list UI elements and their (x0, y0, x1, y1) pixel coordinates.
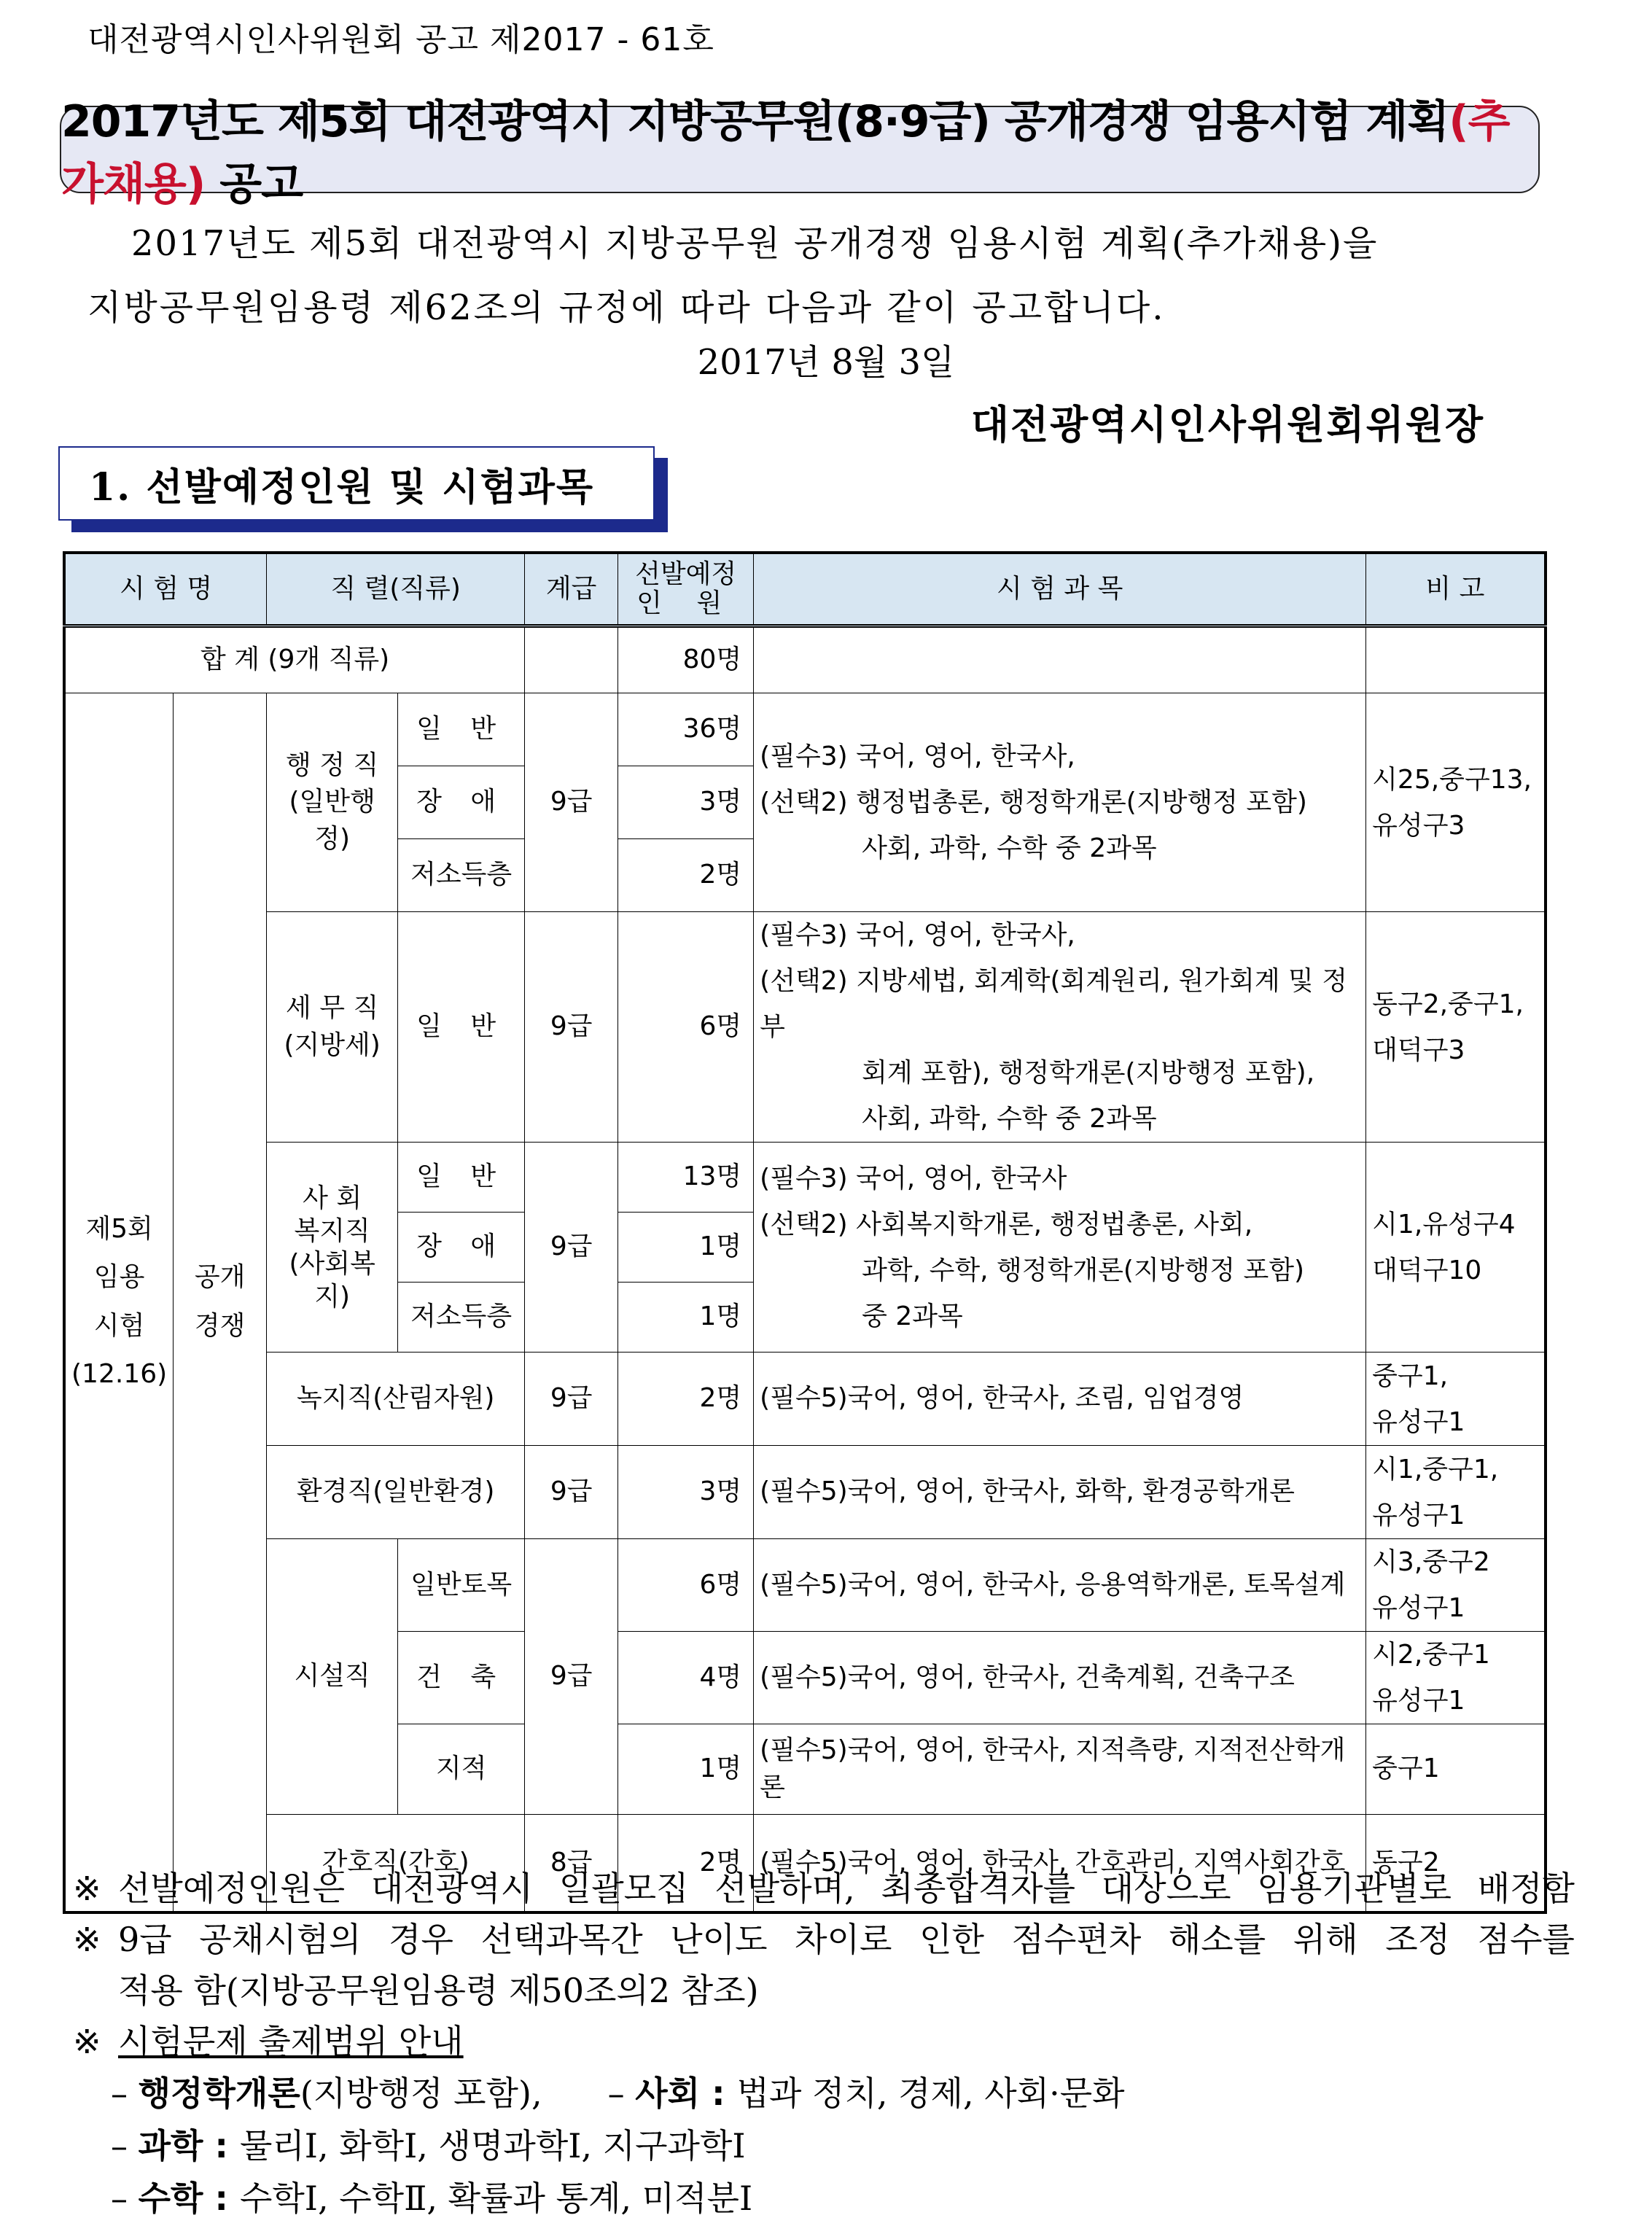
facility-remark-arch-2: 유성구1 (1372, 1686, 1465, 1716)
announce-date: 2017년 8월 3일 (697, 342, 955, 383)
tax-remarks (1366, 912, 1546, 1143)
admin-remark-1: 시25,중구13, (1372, 764, 1532, 795)
exam-name-line2: 임용 (93, 1262, 145, 1293)
admin-grade: 9급 (525, 693, 618, 912)
admin-count-disabled: 3명 (618, 766, 754, 839)
note-3 (73, 2016, 1575, 2067)
title-main: 2017년도 제5회 대전광역시 지방공무원(8·9급) 공개경쟁 임용시험 계획 (61, 96, 1449, 147)
exam-name-cell (64, 693, 174, 1912)
facility-type-civil: 일반토목 (398, 1539, 525, 1632)
total-subjects (754, 626, 1366, 693)
section-heading-text: 1. 선발예정인원 및 시험과목 (89, 464, 595, 510)
admin-series-cell (267, 693, 398, 912)
table-row (64, 912, 1546, 1143)
nursing-count: 2명 (618, 1815, 754, 1912)
admin-type-general: 일 반 (398, 693, 525, 766)
tax-count: 6명 (618, 912, 754, 1143)
welfare-remark-1: 시1,유성구4 (1372, 1209, 1516, 1239)
welfare-count-lowincome: 1명 (618, 1283, 754, 1353)
exam-type-line2: 경쟁 (194, 1310, 246, 1341)
env-remark-2: 유성구1 (1372, 1500, 1465, 1530)
exam-type-line1: 공개 (194, 1262, 246, 1293)
forest-grade: 9급 (525, 1353, 618, 1446)
admin-subname: (일반행정) (289, 787, 375, 854)
header-subjects: 시 험 과 목 (754, 553, 1366, 626)
dash-mark: – (111, 2074, 139, 2113)
admin-name: 행 정 직 (286, 750, 379, 780)
exam-type-cell (174, 693, 267, 1912)
facility-remark-civil-1: 시3,중구2 (1372, 1547, 1490, 1577)
facility-remarks-civil (1366, 1539, 1546, 1632)
welfare-series-cell (267, 1143, 398, 1353)
intro-paragraph (87, 211, 1538, 340)
welfare-type-general: 일 반 (398, 1143, 525, 1213)
welfare-remark-2: 대덕구10 (1372, 1255, 1482, 1285)
colon: : (203, 2126, 240, 2165)
nursing-subjects: (필수5)국어, 영어, 한국사, 간호관리, 지역사회간호 (754, 1815, 1366, 1912)
facility-grade: 9급 (525, 1539, 618, 1815)
recruitment-table (63, 551, 1547, 1914)
env-subjects: (필수5)국어, 영어, 한국사, 화학, 환경공학개론 (754, 1446, 1366, 1539)
dash-mark: – (111, 2126, 139, 2165)
header-quota-line2: 인 원 (636, 588, 736, 618)
nursing-grade: 8급 (525, 1815, 618, 1912)
admin-remark-2: 유성구3 (1372, 810, 1465, 841)
tax-remark-2: 대덕구3 (1372, 1035, 1465, 1065)
forest-series: 녹지직(산림자원) (267, 1353, 525, 1446)
scope-math-text: 수학Ⅰ, 수학Ⅱ, 확률과 통계, 미적분Ⅰ (239, 2179, 753, 2218)
tax-subj-1: (필수3) 국어, 영어, 한국사, (760, 920, 1075, 950)
dash-mark: – (111, 2179, 139, 2218)
facility-type-arch: 건 축 (398, 1632, 525, 1724)
scope-social-label: 사회 (635, 2074, 701, 2113)
header-quota (618, 553, 754, 626)
facility-count-arch: 4명 (618, 1632, 754, 1724)
notes-section (73, 1863, 1575, 2225)
welfare-subj-3: 과학, 수학, 행정학개론(지방행정 포함) (862, 1255, 1305, 1285)
note-2-text: 9급 공채시험의 경우 선택과목간 난이도 차이로 인한 점수편차 해소를 위해 조정 점수를 (118, 1920, 1575, 1959)
note-3-text: 시험문제 출제범위 안내 (118, 2022, 464, 2061)
tax-subname: (지방세) (284, 1030, 381, 1060)
scope-line-1 (73, 2067, 1575, 2120)
welfare-subj-1: (필수3) 국어, 영어, 한국사 (760, 1163, 1067, 1194)
admin-subj-3: 사회, 과학, 수학 중 2과목 (862, 833, 1157, 863)
facility-remarks-cadastral: 중구1 (1366, 1724, 1546, 1815)
facility-subjects-cadastral: (필수5)국어, 영어, 한국사, 지적측량, 지적전산학개론 (754, 1724, 1366, 1815)
admin-remarks (1366, 693, 1546, 912)
welfare-subj-2: (선택2) 사회복지학개론, 행정법총론, 사회, (760, 1209, 1253, 1239)
tax-type: 일 반 (398, 912, 525, 1143)
facility-remark-arch-1: 시2,중구1 (1372, 1640, 1490, 1670)
note-mark: ※ (73, 2022, 101, 2061)
tax-subj-2: (선택2) 지방세법, 회계학(회계원리, 원가회계 및 정부 (760, 966, 1348, 1042)
facility-remarks-arch (1366, 1632, 1546, 1724)
tax-grade: 9급 (525, 912, 618, 1143)
facility-type-cadastral: 지적 (398, 1724, 525, 1815)
note-1 (73, 1863, 1575, 1914)
table-row (64, 1446, 1546, 1539)
env-count: 3명 (618, 1446, 754, 1539)
tax-remark-1: 동구2,중구1, (1372, 989, 1524, 1019)
table-header-row (64, 553, 1546, 626)
env-remarks (1366, 1446, 1546, 1539)
welfare-type-lowincome: 저소득층 (398, 1283, 525, 1353)
facility-remark-civil-2: 유성구1 (1372, 1593, 1465, 1623)
total-label: 합 계 (9개 직류) (64, 626, 525, 693)
intro-line-2: 지방공무원임용령 제62조의 규정에 따라 다음과 같이 공고합니다. (87, 287, 1166, 328)
title-highlight: (추가채용) (61, 96, 1510, 210)
tax-subj-4: 사회, 과학, 수학 중 2과목 (862, 1104, 1157, 1134)
scope-admin-label: 행정학개론 (138, 2074, 300, 2113)
env-remark-1: 시1,중구1, (1372, 1454, 1499, 1484)
nursing-series: 간호직(간호) (267, 1815, 525, 1912)
exam-name-line4: (12.16) (71, 1359, 168, 1390)
note-2 (73, 1914, 1575, 1965)
welfare-type-disabled: 장 애 (398, 1213, 525, 1283)
table-row (64, 1539, 1546, 1632)
tax-series-cell (267, 912, 398, 1143)
welfare-remarks (1366, 1143, 1546, 1353)
welfare-subj-4: 중 2과목 (862, 1301, 963, 1331)
forest-remark-2: 유성구1 (1372, 1406, 1465, 1437)
note-mark: ※ (73, 1920, 101, 1959)
tax-name: 세 무 직 (286, 993, 379, 1024)
env-series: 환경직(일반환경) (267, 1446, 525, 1539)
admin-subj-2: (선택2) 행정법총론, 행정학개론(지방행정 포함) (760, 787, 1307, 817)
total-grade (525, 626, 618, 693)
table-row (64, 693, 1546, 766)
welfare-subjects (754, 1143, 1366, 1353)
welfare-name: 사 회 (303, 1183, 362, 1213)
dash-mark: – (607, 2074, 636, 2113)
admin-subj-1: (필수3) 국어, 영어, 한국사, (760, 742, 1075, 771)
admin-subjects (754, 693, 1366, 912)
document-title (61, 87, 1538, 212)
section-heading (58, 446, 655, 521)
scope-admin-text: (지방행정 포함), (300, 2074, 542, 2113)
scope-science-label: 과학 (138, 2126, 203, 2165)
note-mark: ※ (73, 1869, 101, 1908)
facility-subjects-arch: (필수5)국어, 영어, 한국사, 건축계획, 건축구조 (754, 1632, 1366, 1724)
scope-math-label: 수학 (138, 2179, 203, 2218)
admin-count-general: 36명 (618, 693, 754, 766)
forest-remarks (1366, 1353, 1546, 1446)
header-exam: 시 험 명 (64, 553, 267, 626)
forest-remark-1: 중구1, (1372, 1361, 1449, 1391)
tax-subjects (754, 912, 1366, 1143)
exam-name-line1: 제5회 (85, 1213, 153, 1244)
table-row (64, 1353, 1546, 1446)
scope-science-text: 물리Ⅰ, 화학Ⅰ, 생명과학Ⅰ, 지구과학Ⅰ (239, 2126, 746, 2165)
forest-subjects: (필수5)국어, 영어, 한국사, 조림, 임업경영 (754, 1353, 1366, 1446)
welfare-count-disabled: 1명 (618, 1213, 754, 1283)
intro-line-1: 2017년도 제5회 대전광역시 지방공무원 공개경쟁 임용시험 계획(추가채용)을 (131, 223, 1379, 264)
tax-subj-3: 회계 포함), 행정학개론(지방행정 포함), (862, 1058, 1315, 1088)
facility-count-civil: 6명 (618, 1539, 754, 1632)
document-title-box (60, 96, 1540, 210)
welfare-name-2: 복지직 (294, 1215, 370, 1246)
nursing-remarks: 동구2 (1366, 1815, 1546, 1912)
colon: : (203, 2179, 240, 2218)
facility-count-cadastral: 1명 (618, 1724, 754, 1815)
welfare-grade: 9급 (525, 1143, 618, 1353)
welfare-subname: (사회복지) (289, 1248, 375, 1312)
admin-count-lowincome: 2명 (618, 839, 754, 912)
header-quota-line1: 선발예정 (635, 559, 737, 590)
colon: : (700, 2074, 737, 2113)
scope-line-2 (73, 2120, 1575, 2172)
note-2-continued: 적용 함(지방공무원임용령 제50조의2 참조) (118, 1971, 759, 2010)
exam-name-line3: 시험 (93, 1310, 145, 1341)
notice-number: 대전광역시인사위원회 공고 제2017 - 61호 (87, 21, 714, 58)
issuing-organization: 대전광역시인사위원회위원장 (970, 401, 1484, 448)
facility-series: 시설직 (267, 1539, 398, 1815)
header-remarks: 비 고 (1366, 553, 1546, 626)
scope-line-3 (73, 2172, 1575, 2225)
scope-social-text: 법과 정치, 경제, 사회·문화 (736, 2074, 1125, 2113)
table-row-total (64, 626, 1546, 693)
total-remarks (1366, 626, 1546, 693)
note-1-text: 선발예정인원은 대전광역시 일괄모집 선발하며, 최종합격자를 대상으로 임용기관별로 배정함 (118, 1869, 1575, 1908)
header-grade: 계급 (525, 553, 618, 626)
env-grade: 9급 (525, 1446, 618, 1539)
admin-type-disabled: 장 애 (398, 766, 525, 839)
facility-subjects-civil: (필수5)국어, 영어, 한국사, 응용역학개론, 토목설계 (754, 1539, 1366, 1632)
admin-type-lowincome: 저소득층 (398, 839, 525, 912)
title-end: 공고 (205, 159, 303, 210)
header-series: 직 렬(직류) (267, 553, 525, 626)
forest-count: 2명 (618, 1353, 754, 1446)
table-row (64, 1143, 1546, 1213)
welfare-count-general: 13명 (618, 1143, 754, 1213)
total-count: 80명 (618, 626, 754, 693)
